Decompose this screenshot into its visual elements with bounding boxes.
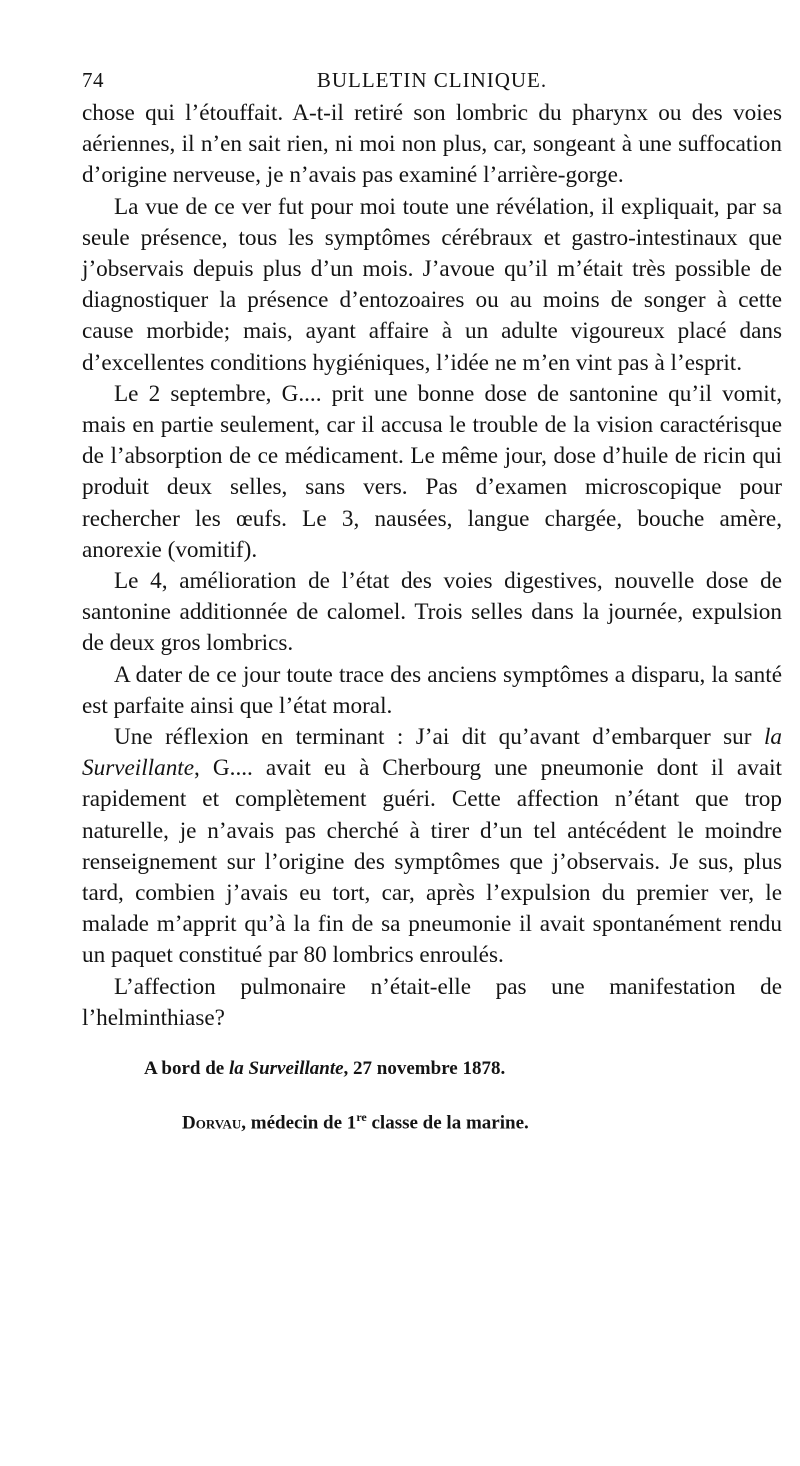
author-title-end: classe de la marine. xyxy=(366,1112,529,1134)
signature xyxy=(82,1110,782,1134)
dateline-ship-name: la Surveillante xyxy=(229,1058,344,1080)
paragraph-5: A dater de ce jour toute trace des anciens symptômes a disparu, la santé est parfaite ainsi que l’état moral. xyxy=(82,661,782,719)
ship-name: la Surveillante xyxy=(82,724,782,782)
running-head: BULLETIN CLINIQUE. xyxy=(316,68,548,92)
dateline xyxy=(82,1058,782,1080)
body-text xyxy=(82,98,782,1034)
author-title-start: , médecin de 1 xyxy=(241,1112,357,1134)
page-header xyxy=(82,64,782,98)
ordinal-superscript: re xyxy=(356,1110,367,1125)
paragraph-6-start: Une réflexion en terminant : J’ai dit qu’avant d’embarquer sur xyxy=(114,724,764,751)
paragraph-4: Le 4, amélioration de l’état des voies digestives, nouvelle dose de santonine additionnée de calomel. Trois selles dans la journée, expulsion de deux gros lombrics. xyxy=(82,568,782,657)
paragraph-3: Le 2 septembre, G.... prit une bonne dose de santonine qu’il vomit, mais en partie seulement, car il accusa le trouble de la vision caractérisque de l’absorption de ce médicament. Le même jour, dose d’huile de ricin qui produit deux selles, sans vers. Pas d’examen microscopique pour rechercher les œufs. Le 3, nausées, langue chargée, bouche amère, anorexie (vomitif). xyxy=(82,380,782,563)
author-name: Dorvau xyxy=(182,1112,242,1134)
paragraph-7: L’affection pulmonaire n’était-elle pas une manifestation de l’helminthiase? xyxy=(82,973,782,1031)
dateline-start: A bord de xyxy=(144,1058,229,1080)
paragraph-6-rest: , G.... avait eu à Cherbourg une pneumonie dont il avait rapidement et complètement guéri. Cette affection n’étant que trop naturelle, je n’avais pas cherché à tirer d’un tel antécédent le moindre renseignement sur l’origine des symptômes que j’observais. Je sus, plus tard, combien j’avais eu tort, car, après l’expulsion du premier ver, le malade m’apprit qu’à la fin de sa pneumonie il avait spontanément rendu un paquet constitué par 80 lombrics enroulés. xyxy=(82,755,782,969)
page-number: 74 xyxy=(82,68,104,92)
paragraph-6 xyxy=(82,722,782,972)
paragraph-2: La vue de ce ver fut pour moi toute une révélation, il expliquait, par sa seule présence, tous les symptômes cérébraux et gastro-intestinaux que j’observais depuis plus d’un mois. J’avoue qu’il m’était très possible de diagnostiquer la présence d’entozoaires ou au moins de songer à cette cause morbide; mais, ayant affaire à un adulte vigoureux placé dans d’excellentes conditions hygiéniques, l’idée ne m’en vint pas à l’esprit. xyxy=(82,193,782,376)
dateline-date: , 27 novembre 1878. xyxy=(343,1058,506,1080)
paragraph-1: chose qui l’étouffait. A-t-il retiré son lombric du pharynx ou des voies aériennes, il n’en sait rien, ni moi non plus, car, songeant à une suffocation d’origine nerveuse, je n’avais pas examiné l’arrière-gorge. xyxy=(82,100,782,189)
document-page xyxy=(82,64,782,1134)
